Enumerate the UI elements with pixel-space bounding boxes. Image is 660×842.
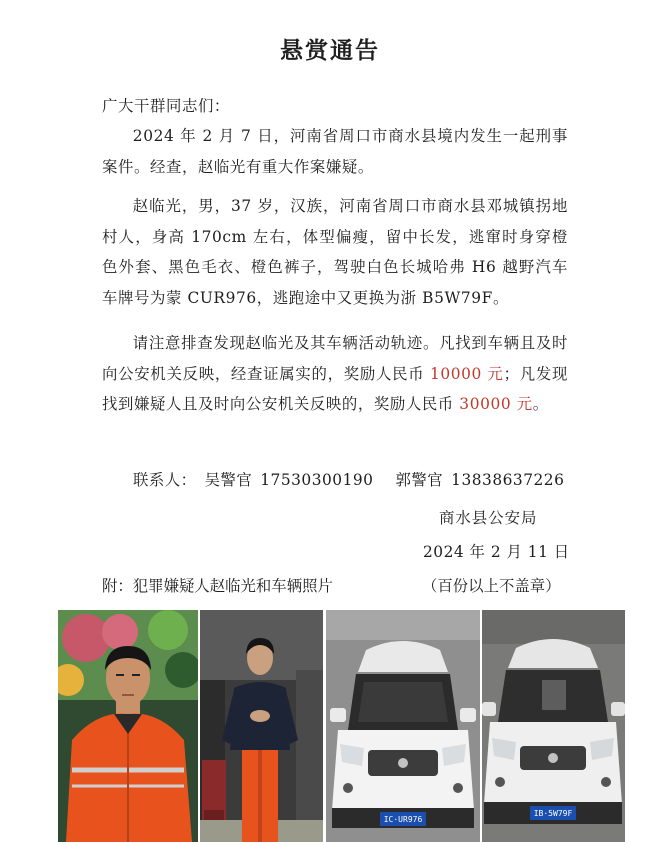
contact-phone-guo: 13838637226	[451, 471, 565, 489]
reward-text-2: ；凡发现找到嫌疑人且及时向公安机关反映的，奖励人民币	[102, 364, 568, 413]
contact-officer-guo: 郭警官	[395, 471, 444, 489]
reward-text-1: 请注意排查发现赵临光及其车辆活动轨迹。凡找到车辆且及时向公安机关反映，经查证属实的，奖励人民币	[102, 334, 568, 383]
no-stamp-note: （百份以上不盖章）	[422, 577, 561, 595]
issue-date: 2024 年 2 月 11 日	[423, 543, 570, 561]
issuer: 商水县公安局	[439, 509, 538, 527]
suspect-surveillance-photo	[200, 610, 323, 842]
notice-title: 悬赏通告	[280, 38, 380, 64]
contact-line	[133, 468, 572, 490]
reward-text-3: 。	[532, 395, 549, 413]
contact-officer-wu: 吴警官	[204, 471, 253, 489]
suspect-portrait-photo	[58, 610, 198, 842]
contact-phone-wu: 17530300190	[260, 471, 374, 489]
paragraph-incident: 2024 年 2 月 7 日，河南省周口市商水县境内发生一起刑事案件。经查，赵临光有重大作案嫌疑。	[102, 127, 568, 176]
plate-number-2: IB·5W79F	[533, 809, 573, 818]
contact-label: 联系人：	[133, 471, 197, 489]
vehicle-photo-replaced-plate	[482, 610, 625, 842]
reward-amount-vehicle: 10000 元	[429, 364, 504, 383]
plate-number-1: IC·UR976	[383, 815, 423, 824]
vehicle-photo-original-plate	[326, 610, 480, 842]
reward-amount-suspect: 30000 元	[459, 395, 533, 413]
paragraph-suspect-description: 赵临光，男，37 岁，汉族，河南省周口市商水县邓城镇拐地村人，身高 170cm 左右，体型偏瘦，留中长发，逃窜时身穿橙色外套、黑色毛衣、橙色裤子，驾驶白色长城哈弗 H6 越野汽车车牌号为蒙 CUR976，逃跑途中又更换为浙 B5W79F。	[102, 197, 568, 307]
salutation: 广大干群同志们：	[102, 97, 230, 115]
attachment-note: 附：犯罪嫌疑人赵临光和车辆照片	[102, 577, 333, 595]
paragraph-reward	[102, 328, 568, 420]
